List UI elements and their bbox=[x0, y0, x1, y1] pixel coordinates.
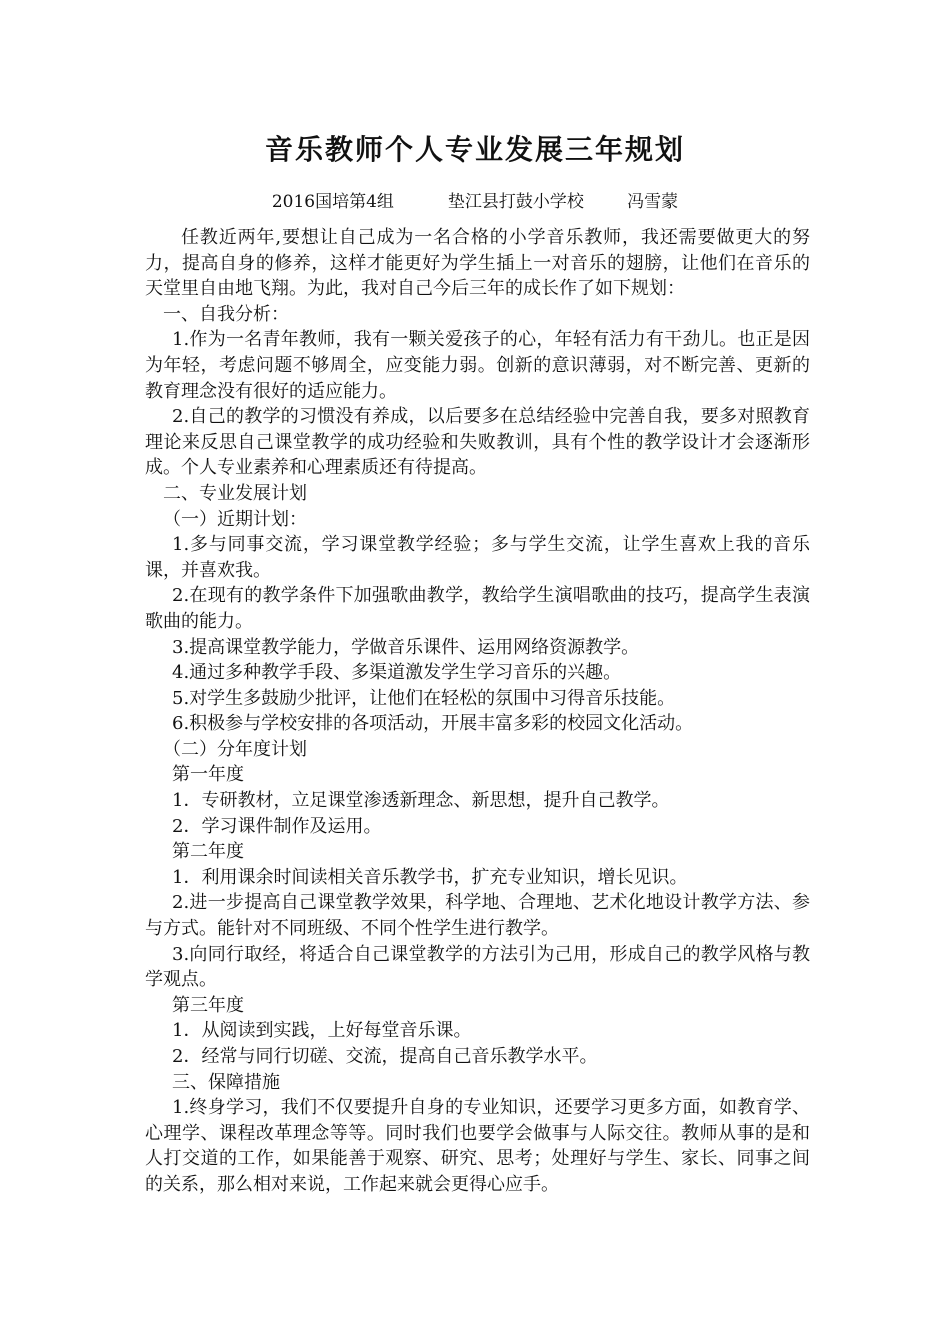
body-paragraph: 5.对学生多鼓励少批评，让他们在轻松的氛围中习得音乐技能。 bbox=[172, 687, 676, 709]
body-paragraph: 1．专研教材，立足课堂渗透新理念、新思想，提升自己教学。 bbox=[172, 790, 670, 812]
body-paragraph: 一、自我分析： bbox=[163, 303, 289, 325]
body-paragraph: 4.通过多种教学手段、多渠道激发学生学习音乐的兴趣。 bbox=[172, 662, 622, 684]
body-paragraph: 3.提高课堂教学能力，学做音乐课件、运用网络资源教学。 bbox=[172, 636, 640, 658]
body-paragraph: 三、保障措施 bbox=[172, 1071, 280, 1093]
body-paragraph: 1.作为一名青年教师，我有一颗关爱孩子的心，年轻有活力有干劲儿。也正是因为年轻，考虑问题不够周全，应变能力弱。创新的意识薄弱，对不断完善、更新的教育理念没有很好的适应能力。 bbox=[145, 329, 810, 402]
body-paragraph: 1.终身学习，我们不仅要提升自身的专业知识，还要学习更多方面，如教育学、心理学、课程改革理念等等。同时我们也要学会做事与人际交往。教师从事的是和人打交道的工作，如果能善于观察、研究、思考；处理好与学生、家长、同事之间的关系，那么相对来说，工作起来就会更得心应手。 bbox=[145, 1097, 810, 1195]
body-paragraph: 1.多与同事交流，学习课堂教学经验；多与学生交流，让学生喜欢上我的音乐课，并喜欢我。 bbox=[145, 534, 810, 581]
body-paragraph: 1．利用课余时间读相关音乐教学书，扩充专业知识，增长见识。 bbox=[172, 866, 688, 888]
body-paragraph: 第二年度 bbox=[172, 841, 244, 863]
body-paragraph: 2.进一步提高自己课堂教学效果，科学地、合理地、艺术化地设计教学方法、参与方式。能针对不同班级、不同个性学生进行教学。 bbox=[145, 892, 810, 940]
body-paragraph: 任教近两年,要想让自己成为一名合格的小学音乐教师，我还需要做更大的努力，提高自身的修养，这样才能更好为学生插上一对音乐的翅膀，让他们在音乐的天堂里自由地飞翔。为此，我对自己今后三年的成长作了如下规划： bbox=[145, 227, 810, 300]
body-paragraph: 6.积极参与学校安排的各项活动，开展丰富多彩的校园文化活动。 bbox=[172, 713, 694, 735]
body-paragraph: （二）分年度计划 bbox=[163, 738, 307, 760]
body-paragraph: 2.在现有的教学条件下加强歌曲教学，教给学生演唱歌曲的技巧，提高学生表演歌曲的能力。 bbox=[145, 585, 810, 632]
body-paragraph: 二、专业发展计划 bbox=[163, 482, 307, 504]
document-body bbox=[145, 225, 810, 1198]
document-byline: 2016国培第4组 垫江县打鼓小学校 冯雪蒙 bbox=[271, 192, 679, 212]
body-paragraph: 1．从阅读到实践，上好每堂音乐课。 bbox=[172, 1020, 472, 1042]
body-paragraph: 第三年度 bbox=[172, 994, 244, 1016]
body-paragraph: 2.自己的教学的习惯没有养成，以后要多在总结经验中完善自我，要多对照教育理论来反思自己课堂教学的成功经验和失败教训，具有个性的教学设计才会逐渐形成。个人专业素养和心理素质还有待提高。 bbox=[145, 406, 810, 479]
document-title: 音乐教师个人专业发展三年规划 bbox=[264, 133, 685, 166]
body-paragraph: 第一年度 bbox=[172, 764, 244, 786]
body-paragraph: （一）近期计划： bbox=[163, 508, 307, 530]
body-paragraph: 2．经常与同行切磋、交流，提高自己音乐教学水平。 bbox=[172, 1046, 598, 1067]
body-paragraph: 3.向同行取经，将适合自己课堂教学的方法引为己用，形成自己的教学风格与教学观点。 bbox=[145, 943, 810, 991]
body-paragraph: 2．学习课件制作及运用。 bbox=[172, 815, 382, 837]
